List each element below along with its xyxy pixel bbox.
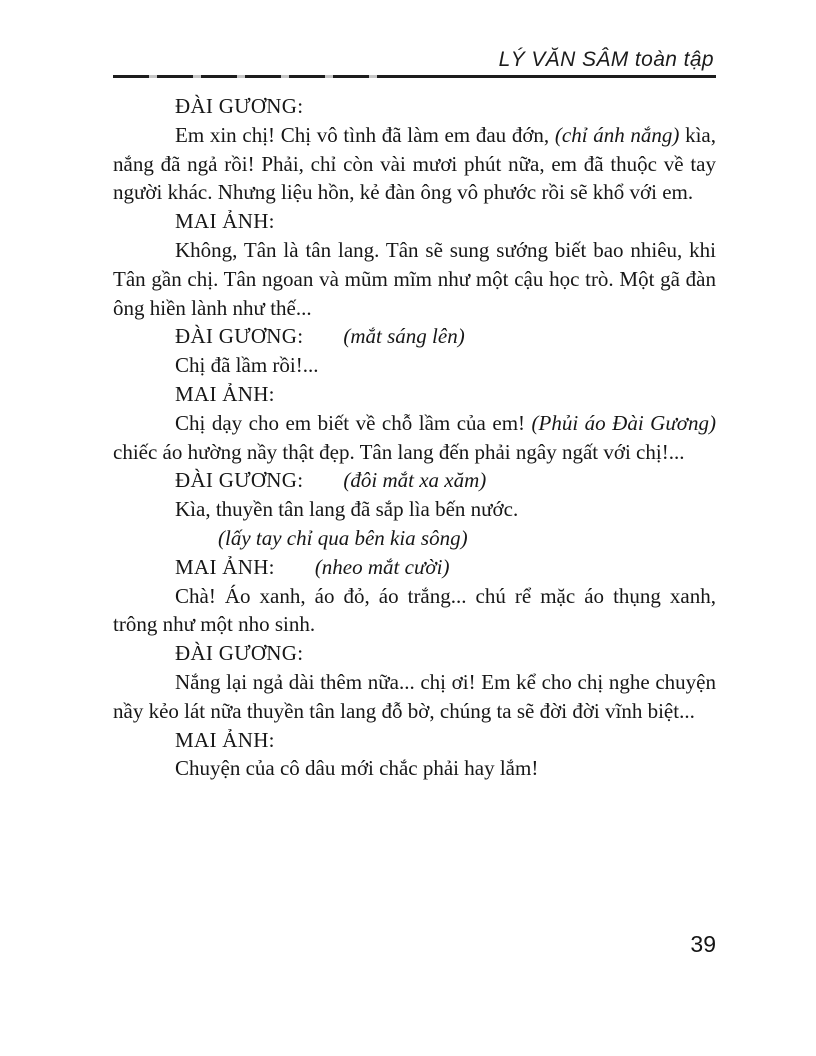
stage-direction-inline: (chỉ ánh nắng) [554, 122, 680, 147]
dialogue-paragraph [113, 668, 716, 726]
dialogue-text: Chị đã lầm rồi!... [175, 353, 319, 378]
dialogue-paragraph [113, 495, 716, 524]
speaker-name: ĐÀI GƯƠNG: [175, 324, 304, 349]
dialogue-text: Kìa, thuyền tân lang đã sắp lìa bến nước. [175, 497, 519, 522]
speaker-name: ĐÀI GƯƠNG: [175, 641, 304, 666]
dialogue-paragraph [113, 409, 716, 467]
page-number: 39 [690, 931, 716, 957]
running-head: LÝ VĂN SÂM toàn tập [498, 48, 714, 71]
stage-direction-inline: (đôi mắt xa xăm) [343, 468, 487, 493]
speaker-name: MAI ẢNH: [175, 554, 275, 579]
script-content [113, 92, 716, 783]
speaker-line [113, 207, 716, 236]
dialogue-paragraph [113, 754, 716, 783]
stage-direction: (lấy tay chỉ qua bên kia sông) [218, 525, 468, 550]
speaker-name: MAI ẢNH: [175, 727, 275, 752]
dialogue-paragraph [113, 236, 716, 322]
dialogue-text: Không, Tân là tân lang. Tân sẽ sung sướng biết bao nhiêu, khi Tân gần chị. Tân ngoan và mũm mĩm như một cậu học trò. Một gã đàn ông hiền lành như thế... [113, 237, 716, 320]
dialogue-text: Chị dạy cho em biết về chỗ lầm của em! [175, 410, 532, 435]
dialogue-text: Chà! Áo xanh, áo đỏ, áo trắng... chú rể mặc áo thụng xanh, trông như một nho sinh. [113, 583, 716, 637]
dialogue-text: kìa, nắng đã ngả rồi! Phải, chỉ còn vài mươi phút nữa, em đã thuộc về tay người khác. Nhưng liệu hồn, kẻ đàn ông vô phước rồi sẽ khổ với em. [113, 122, 717, 205]
speaker-name: MAI ẢNH: [175, 209, 275, 234]
dialogue-paragraph [113, 121, 716, 207]
dialogue-paragraph [113, 351, 716, 380]
speaker-name: ĐÀI GƯƠNG: [175, 468, 304, 493]
page-header [113, 48, 716, 78]
speaker-line [113, 639, 716, 668]
dialogue-text: chiếc áo hường nầy thật đẹp. Tân lang đến phải ngây ngất với chị!... [113, 439, 685, 464]
speaker-line [113, 466, 716, 495]
stage-direction-inline: (Phủi áo Đài Gương) [531, 410, 716, 435]
speaker-line [113, 726, 716, 755]
speaker-line [113, 92, 716, 121]
speaker-line [113, 380, 716, 409]
dialogue-text: Em xin chị! Chị vô tình đã làm em đau đớn, [175, 122, 555, 147]
stage-direction-inline: (mắt sáng lên) [343, 324, 465, 349]
dialogue-text: Nắng lại ngả dài thêm nữa... chị ơi! Em kể cho chị nghe chuyện nầy kẻo lát nữa thuyền tân lang đỗ bờ, chúng ta sẽ đời đời vĩnh biệt... [113, 669, 716, 723]
speaker-line [113, 322, 716, 351]
speaker-line [113, 553, 716, 582]
dialogue-text: Chuyện của cô dâu mới chắc phải hay lắm! [175, 756, 539, 781]
stage-direction-inline: (nheo mắt cười) [314, 554, 450, 579]
header-rule [113, 75, 716, 78]
dialogue-paragraph [113, 582, 716, 640]
speaker-name: ĐÀI GƯƠNG: [175, 94, 304, 118]
speaker-name: MAI ẢNH: [175, 381, 275, 406]
